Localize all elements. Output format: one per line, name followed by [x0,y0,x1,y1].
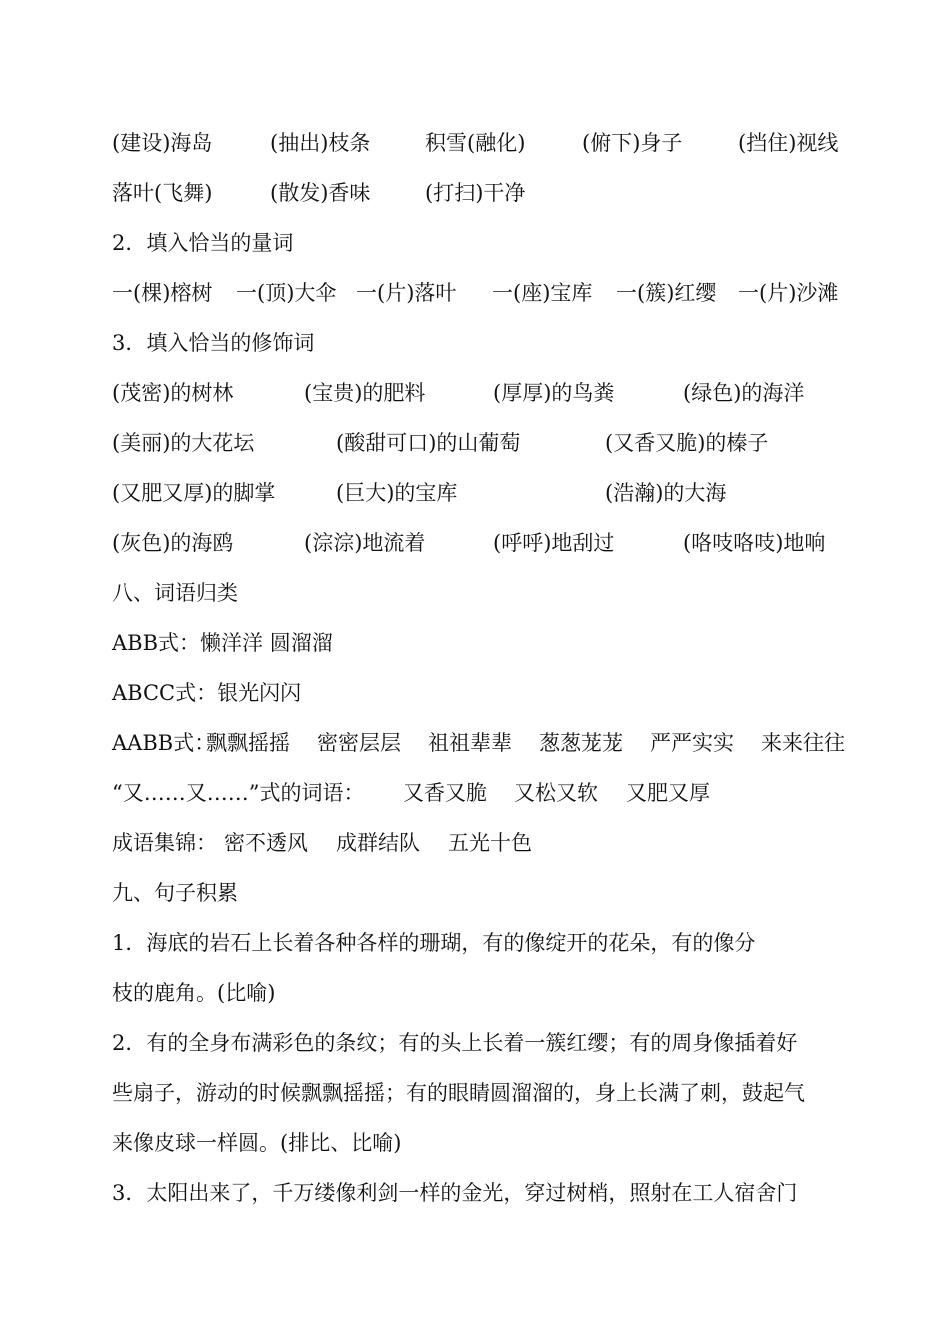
aabb-word: 葱葱茏茏 [539,731,623,755]
you-you-words [112,768,852,818]
measure-word-item: 一(片)沙滩 [738,281,839,305]
phrase-item: (抽出)枝条 [270,131,371,155]
modifier-item: (浩瀚)的大海 [605,481,727,505]
modifier-item: (酸甜可口)的山葡萄 [336,431,521,455]
phrase-item: (打扫)干净 [425,181,526,205]
idiom-word: 成群结队 [336,831,420,855]
section-9-heading: 九、句子积累 [112,881,238,905]
modifier-item: (巨大)的宝库 [336,481,458,505]
phrase-row-2 [112,168,852,218]
modifier-item: (美丽)的大花坛 [112,431,255,455]
phrase-item: (建设)海岛 [112,131,213,155]
idiom-word: 密不透风 [224,831,308,855]
you-you-word: 又松又软 [514,781,598,805]
sentence-2-line-2: 些扇子，游动的时候飘飘摇摇；有的眼睛圆溜溜的，身上长满了刺，鼓起气 [112,1081,805,1105]
idiom-words [112,818,852,868]
document-page [112,118,852,1218]
you-you-word: 又香又脆 [403,781,487,805]
abcc-words: ABCC式：银光闪闪 [112,681,302,705]
modifier-item: (淙淙)地流着 [304,531,426,555]
modifier-item: (宝贵)的肥料 [304,381,426,405]
measure-words-heading: 2．填入恰当的量词 [112,231,294,255]
sentence-1-line-1: 1．海底的岩石上长着各种各样的珊瑚，有的像绽开的花朵，有的像分 [112,931,756,955]
aabb-word: 祖祖辈辈 [428,731,512,755]
modifier-item: (厚厚)的鸟粪 [493,381,615,405]
sentence-1-line-2: 枝的鹿角。(比喻) [112,981,276,1005]
modifier-item: (呼呼)地刮过 [493,531,615,555]
measure-words-row [112,268,852,318]
phrase-item: (散发)香味 [270,181,371,205]
phrase-item: (挡住)视线 [738,131,839,155]
measure-word-item: 一(片)落叶 [356,281,457,305]
aabb-word: 密密层层 [317,731,401,755]
idiom-label: 成语集锦： [112,831,217,855]
phrase-row-1 [112,118,852,168]
modifier-item: (又肥又厚)的脚掌 [112,481,276,505]
modifier-item: (灰色)的海鸥 [112,531,234,555]
you-you-word: 又肥又厚 [626,781,710,805]
modifier-row-2 [112,418,852,468]
phrase-item: (俯下)身子 [582,131,683,155]
sentence-3-line-1: 3．太阳出来了，千万缕像利剑一样的金光，穿过树梢，照射在工人宿舍门 [112,1181,798,1205]
abb-words: ABB式：懒洋洋 圆溜溜 [112,631,333,655]
phrase-item: 落叶(飞舞) [112,181,213,205]
modifiers-heading: 3．填入恰当的修饰词 [112,331,315,355]
aabb-word: 严严实实 [650,731,734,755]
you-you-label: “又……又……”式的词语： [112,781,365,805]
aabb-words [112,718,852,768]
sentence-2-line-1: 2．有的全身布满彩色的条纹；有的头上长着一簇红缨；有的周身像插着好 [112,1031,798,1055]
measure-word-item: 一(棵)榕树 [112,281,213,305]
modifier-row-3 [112,468,852,518]
aabb-word: 飘飘摇摇 [206,731,290,755]
section-8-heading: 八、词语归类 [112,581,238,605]
aabb-label: AABB式： [112,731,216,755]
modifier-item: (又香又脆)的榛子 [605,431,769,455]
measure-word-item: 一(座)宝库 [492,281,593,305]
modifier-item: (绿色)的海洋 [683,381,805,405]
idiom-word: 五光十色 [448,831,532,855]
modifier-item: (茂密)的树林 [112,381,234,405]
measure-word-item: 一(簇)红缨 [616,281,717,305]
measure-word-item: 一(顶)大伞 [236,281,337,305]
sentence-2-line-3: 来像皮球一样圆。(排比、比喻) [112,1131,402,1155]
modifier-row-1 [112,368,852,418]
modifier-row-4 [112,518,852,568]
aabb-word: 来来往往 [761,731,845,755]
modifier-item: (咯吱咯吱)地响 [683,531,826,555]
phrase-item: 积雪(融化) [425,131,526,155]
